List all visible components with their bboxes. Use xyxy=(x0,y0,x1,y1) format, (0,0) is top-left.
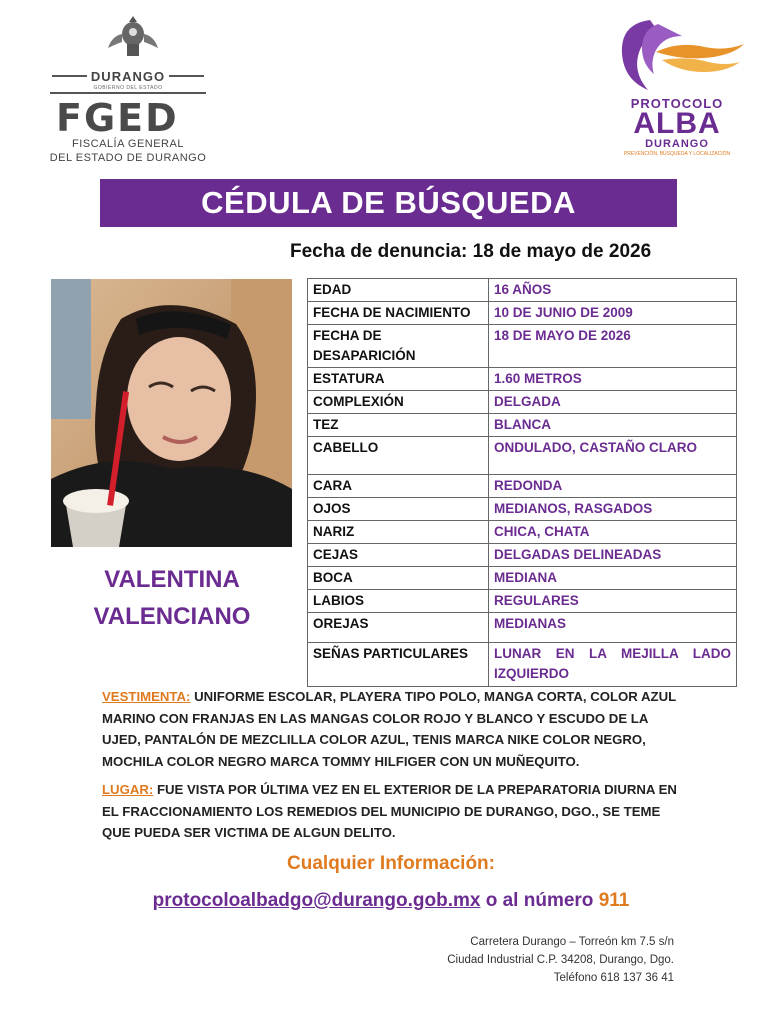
detail-label: COMPLEXIÓN xyxy=(308,391,489,414)
detail-label: FECHA DE DESAPARICIÓN xyxy=(308,325,489,368)
clothing-description xyxy=(102,686,680,772)
table-row xyxy=(308,498,737,521)
table-row xyxy=(308,368,737,391)
protocolo-alba-logo xyxy=(612,14,752,164)
detail-label: TEZ xyxy=(308,414,489,437)
table-row xyxy=(308,279,737,302)
clothing-label: VESTIMENTA: xyxy=(102,689,191,704)
fged-name-line1: FISCALÍA GENERAL xyxy=(72,138,184,150)
portrait-image xyxy=(51,279,292,547)
person-last-name: VALENCIANO xyxy=(93,603,251,630)
detail-value: MEDIANA xyxy=(489,567,737,590)
state-crest-icon xyxy=(103,12,163,62)
person-details-table xyxy=(307,278,737,687)
table-row xyxy=(308,590,737,613)
table-row xyxy=(308,414,737,437)
table-row xyxy=(308,613,737,643)
address-phone: Teléfono 618 137 36 41 xyxy=(553,972,674,984)
table-row xyxy=(308,643,737,687)
detail-label: NARIZ xyxy=(308,521,489,544)
detail-value: REDONDA xyxy=(489,475,737,498)
fged-divider xyxy=(50,92,206,94)
detail-value: ONDULADO, CASTAÑO CLARO xyxy=(489,437,737,475)
fged-state-sub: GOBIERNO DEL ESTADO xyxy=(93,85,163,91)
alba-protocolo-text: PROTOCOLO xyxy=(630,96,724,111)
page-title: CÉDULA DE BÚSQUEDA xyxy=(100,179,677,227)
table-row xyxy=(308,391,737,414)
contact-email-link[interactable]: protocoloalbadgo@durango.gob.mx xyxy=(152,890,481,911)
report-date: Fecha de denuncia: 18 de mayo de 2026 xyxy=(290,241,652,262)
detail-value: DELGADAS DELINEADAS xyxy=(489,544,737,567)
contact-connector: o al número xyxy=(485,890,594,911)
detail-value: MEDIANAS xyxy=(489,613,737,643)
detail-value: 16 AÑOS xyxy=(489,279,737,302)
fged-name-line2: DEL ESTADO DE DURANGO xyxy=(49,152,207,164)
detail-label: ESTATURA xyxy=(308,368,489,391)
address-line: Ciudad Industrial C.P. 34208, Durango, Dgo. xyxy=(447,954,674,966)
fged-state-name: DURANGO xyxy=(90,68,166,84)
table-row xyxy=(308,325,737,368)
location-label: LUGAR: xyxy=(102,782,154,797)
detail-value: 10 DE JUNIO DE 2009 xyxy=(489,302,737,325)
location-description xyxy=(102,779,680,844)
detail-label: CARA xyxy=(308,475,489,498)
detail-value: REGULARES xyxy=(489,590,737,613)
detail-value: MEDIANOS, RASGADOS xyxy=(489,498,737,521)
detail-value: 1.60 METROS xyxy=(489,368,737,391)
alba-tagline: PREVENCIÓN, BÚSQUEDA Y LOCALIZACIÓN xyxy=(623,151,731,157)
fged-acronym: FGED xyxy=(56,96,179,140)
detail-value: LUNAR EN LA MEJILLA LADO IZQUIERDO xyxy=(489,643,737,687)
info-heading: Cualquier Información: xyxy=(287,853,495,874)
detail-label: OREJAS xyxy=(308,613,489,643)
detail-label: CABELLO xyxy=(308,437,489,475)
person-first-name: VALENTINA xyxy=(104,566,240,593)
alba-wordmark: ALBA xyxy=(633,107,721,140)
detail-value: BLANCA xyxy=(489,414,737,437)
detail-label: EDAD xyxy=(308,279,489,302)
table-row xyxy=(308,437,737,475)
detail-label: BOCA xyxy=(308,567,489,590)
missing-person-photo xyxy=(51,279,292,547)
fged-logo xyxy=(48,12,218,162)
detail-value: 18 DE MAYO DE 2026 xyxy=(489,325,737,368)
detail-label: OJOS xyxy=(308,498,489,521)
contact-line xyxy=(0,890,782,912)
detail-label: LABIOS xyxy=(308,590,489,613)
address-line: Carretera Durango – Torreón km 7.5 s/n xyxy=(470,936,674,948)
detail-value: CHICA, CHATA xyxy=(489,521,737,544)
emergency-number[interactable]: 911 xyxy=(598,890,630,911)
woman-profile-icon xyxy=(612,14,747,94)
detail-label: SEÑAS PARTICULARES xyxy=(308,643,489,687)
table-row xyxy=(308,521,737,544)
detail-value: DELGADA xyxy=(489,391,737,414)
detail-label: CEJAS xyxy=(308,544,489,567)
detail-label: FECHA DE NACIMIENTO xyxy=(308,302,489,325)
alba-durango-text: DURANGO xyxy=(645,138,709,150)
table-row xyxy=(308,544,737,567)
office-address xyxy=(414,933,674,987)
location-text: FUE VISTA POR ÚLTIMA VEZ EN EL EXTERIOR DE LA PREPARATORIA DIURNA EN EL FRACCIONAMIENTO LOS REMEDIOS DEL MUNICIPIO DE DURANGO, DGO., SE TEME QUE PUEDA SER VICTIMA DE ALGUN DELITO. xyxy=(102,782,677,840)
table-row xyxy=(308,302,737,325)
table-row xyxy=(308,567,737,590)
clothing-text: UNIFORME ESCOLAR, PLAYERA TIPO POLO, MANGA CORTA, COLOR AZUL MARINO CON FRANJAS EN LAS MANGAS COLOR ROJO Y BLANCO Y ESCUDO DE LA UJED, PANTALÓN DE MEZCLILLA COLOR AZUL, TENIS MARCA NIKE COLOR NEGRO, MOCHILA COLOR NEGRO MARCA TOMMY HILFIGER CON UN MUÑEQUITO. xyxy=(102,689,676,769)
fged-state-row xyxy=(48,66,208,86)
table-row xyxy=(308,475,737,498)
